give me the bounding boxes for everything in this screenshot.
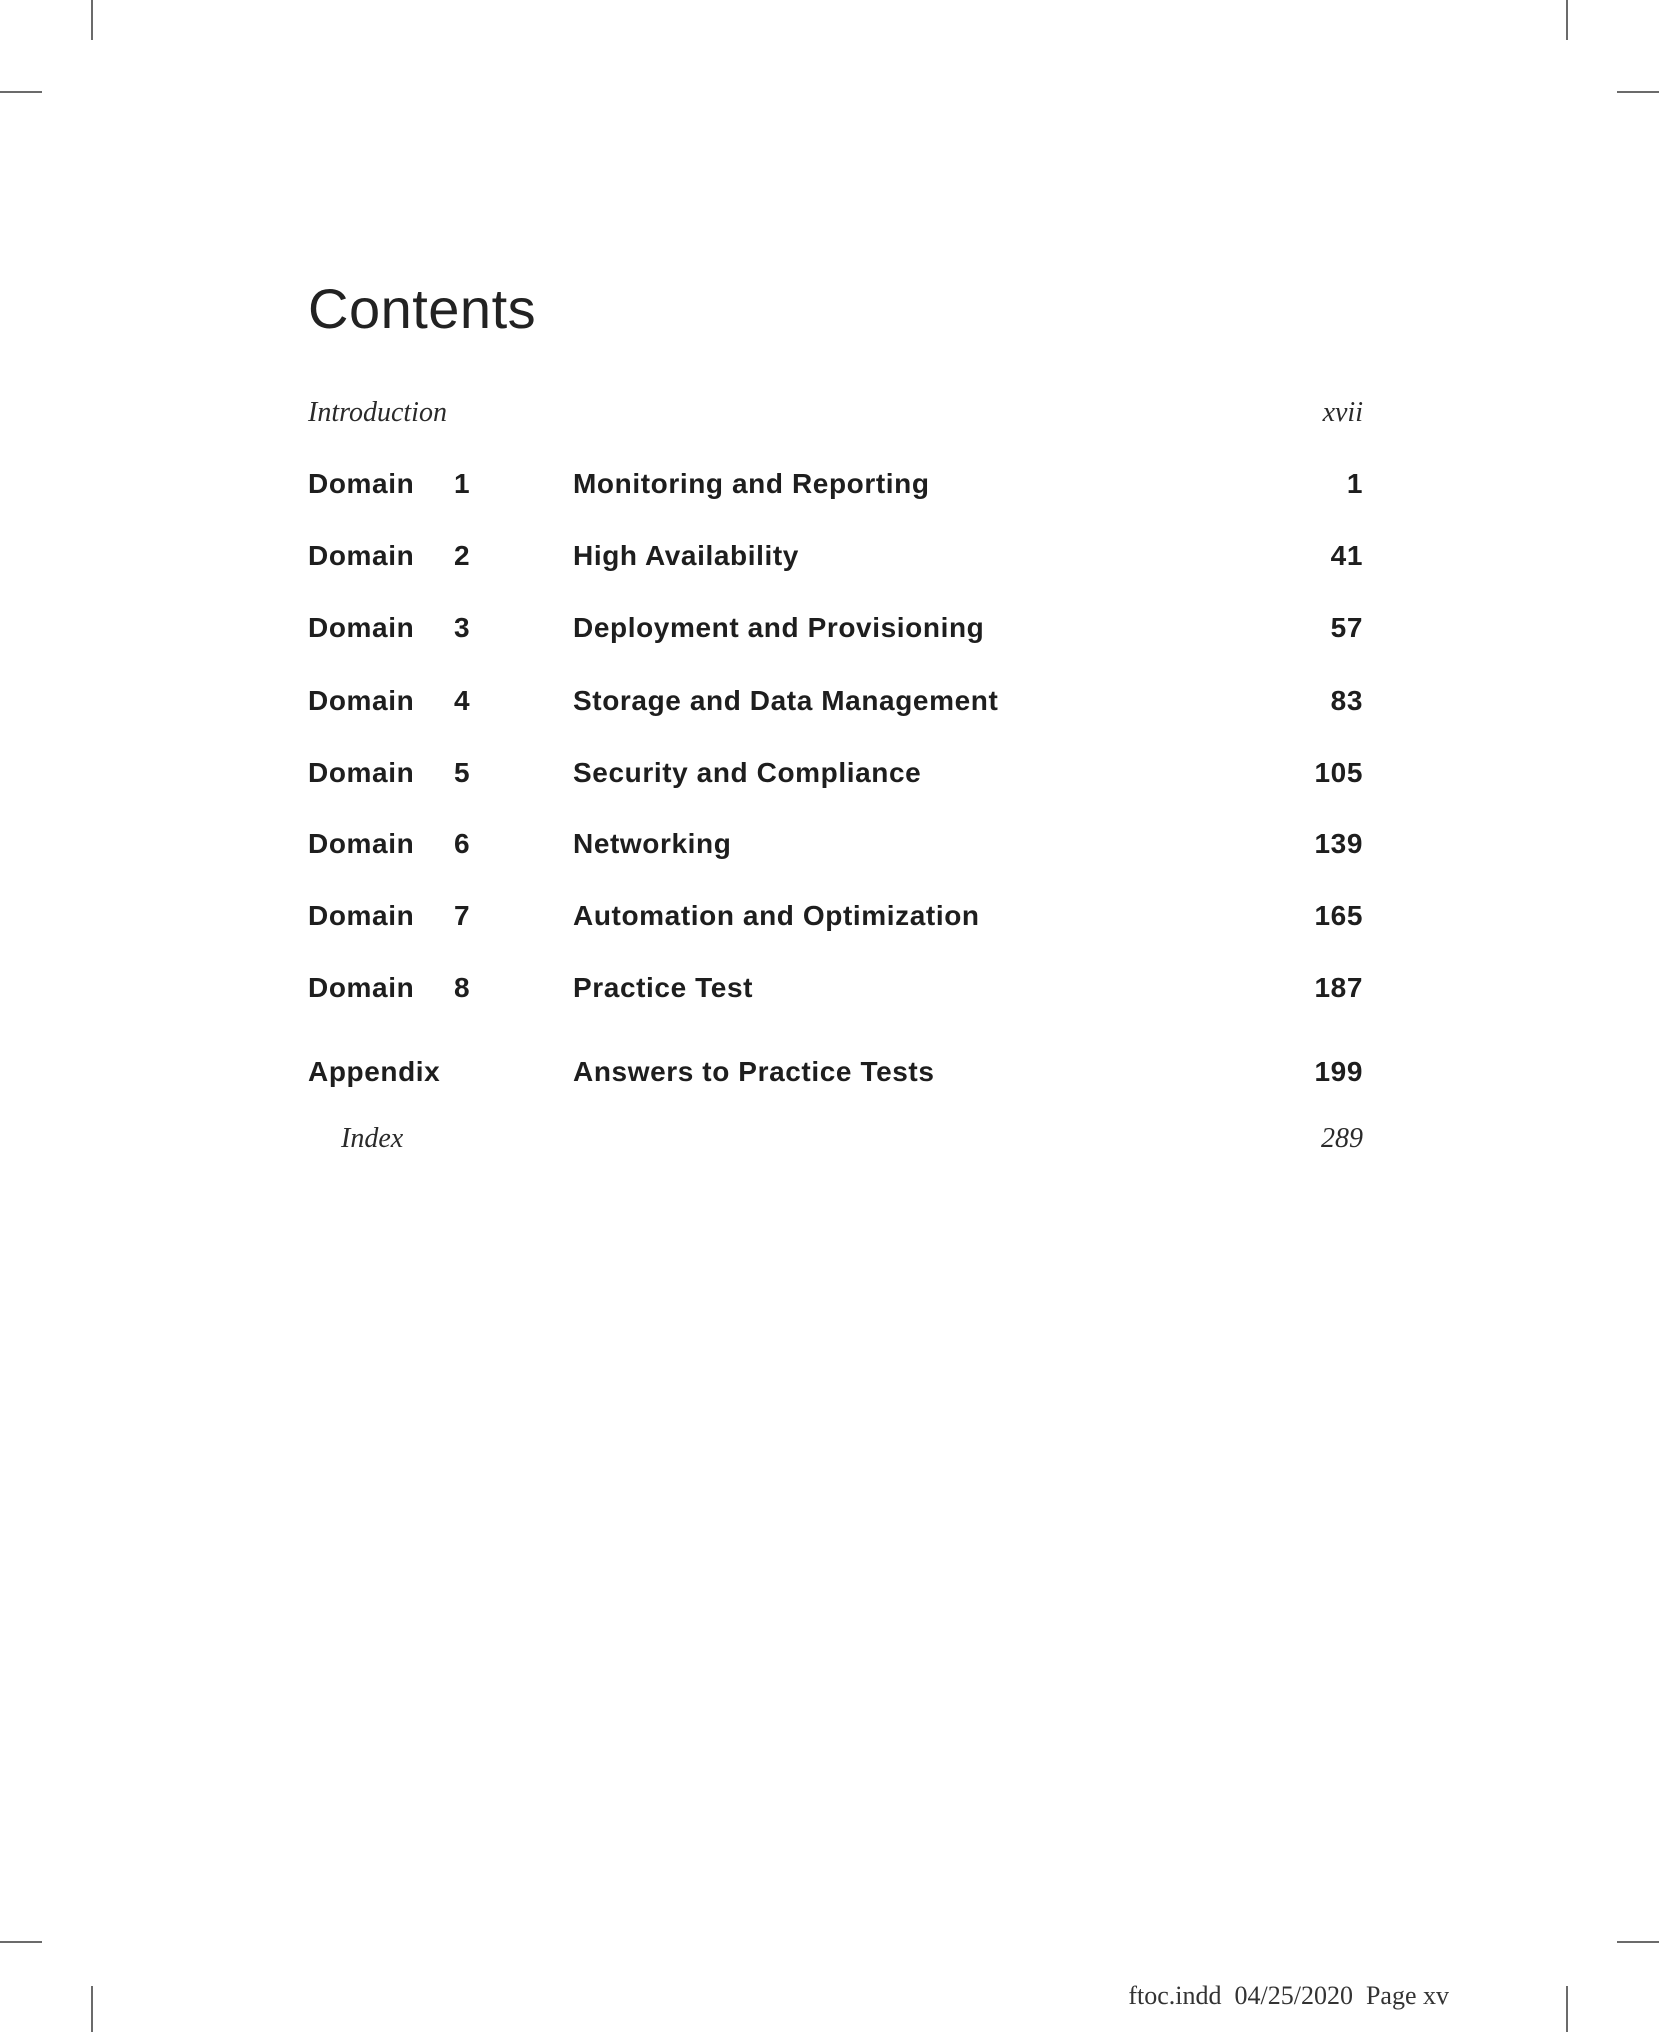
- toc-entry-title: Security and Compliance: [573, 757, 922, 788]
- toc-entry-number: 4: [454, 685, 471, 716]
- toc-entry-number: 1: [454, 468, 471, 499]
- toc-entry-title: Monitoring and Reporting: [573, 468, 930, 499]
- toc-entry-introduction[interactable]: [308, 391, 1363, 435]
- page-title: Contents: [308, 277, 537, 340]
- toc-entry-domain-2[interactable]: [308, 534, 1363, 578]
- toc-entry-label: Domain: [308, 828, 415, 859]
- crop-mark-bottom-left-horizontal: [0, 1941, 42, 1943]
- toc-entry-label: Domain: [308, 540, 415, 571]
- toc-entry-page-number: 41: [1330, 540, 1363, 571]
- toc-entry-number: 5: [454, 757, 471, 788]
- toc-entry-number: 7: [454, 900, 471, 931]
- toc-entry-label: Appendix: [308, 1056, 441, 1087]
- toc-entry-page-number: 1: [1346, 468, 1363, 499]
- toc-entry-title: Automation and Optimization: [573, 900, 980, 931]
- toc-entry-page-number: 83: [1330, 685, 1363, 716]
- crop-mark-bottom-right-vertical: [1566, 1986, 1568, 2032]
- toc-entry-page-number: 57: [1330, 612, 1363, 643]
- toc-entry-label: Domain: [308, 612, 415, 643]
- toc-entry-title: High Availability: [573, 540, 799, 571]
- toc-entry-page-number: 139: [1314, 828, 1363, 859]
- toc-entry-domain-3[interactable]: [308, 606, 1363, 650]
- toc-entry-label: Domain: [308, 685, 415, 716]
- toc-entry-page-number: 165: [1314, 900, 1363, 931]
- toc-entry-page-number: 105: [1314, 757, 1363, 788]
- crop-mark-top-left-vertical: [91, 0, 93, 40]
- crop-mark-top-right-horizontal: [1617, 91, 1659, 93]
- toc-entry-domain-6[interactable]: [308, 822, 1363, 866]
- crop-mark-top-left-horizontal: [0, 91, 42, 93]
- toc-entry-title: Answers to Practice Tests: [573, 1056, 935, 1087]
- toc-entry-label: Domain: [308, 757, 415, 788]
- toc-entry-label: Introduction: [308, 397, 447, 428]
- toc-entry-label: Domain: [308, 972, 415, 1003]
- crop-mark-bottom-left-vertical: [91, 1986, 93, 2032]
- toc-entry-label: Domain: [308, 468, 415, 499]
- toc-entry-title: Networking: [573, 828, 732, 859]
- toc-entry-page-number: 199: [1314, 1056, 1363, 1087]
- toc-entry-number: 6: [454, 828, 471, 859]
- toc-entry-domain-1[interactable]: [308, 462, 1363, 506]
- toc-entry-number: 3: [454, 612, 471, 643]
- toc-entry-title: Deployment and Provisioning: [573, 612, 985, 643]
- toc-entry-domain-5[interactable]: [308, 751, 1363, 795]
- toc-entry-index[interactable]: [308, 1117, 1363, 1161]
- toc-entry-label: Index: [341, 1123, 404, 1154]
- toc-entry-page-number: 187: [1314, 972, 1363, 1003]
- toc-entry-page-number: xvii: [1322, 397, 1363, 428]
- toc-entry-label: Domain: [308, 900, 415, 931]
- footer-slug: ftoc.indd 04/25/2020 Page xv: [1128, 1981, 1449, 2010]
- toc-entry-domain-4[interactable]: [308, 679, 1363, 723]
- toc-entry-appendix[interactable]: [308, 1050, 1363, 1094]
- toc-entry-domain-8[interactable]: [308, 966, 1363, 1010]
- toc-entry-title: Practice Test: [573, 972, 754, 1003]
- toc-entry-number: 2: [454, 540, 471, 571]
- crop-mark-bottom-right-horizontal: [1617, 1941, 1659, 1943]
- toc-entry-number: 8: [454, 972, 471, 1003]
- toc-entry-domain-7[interactable]: [308, 894, 1363, 938]
- toc-entry-page-number: 289: [1321, 1123, 1363, 1154]
- toc-entry-title: Storage and Data Management: [573, 685, 999, 716]
- crop-mark-top-right-vertical: [1566, 0, 1568, 40]
